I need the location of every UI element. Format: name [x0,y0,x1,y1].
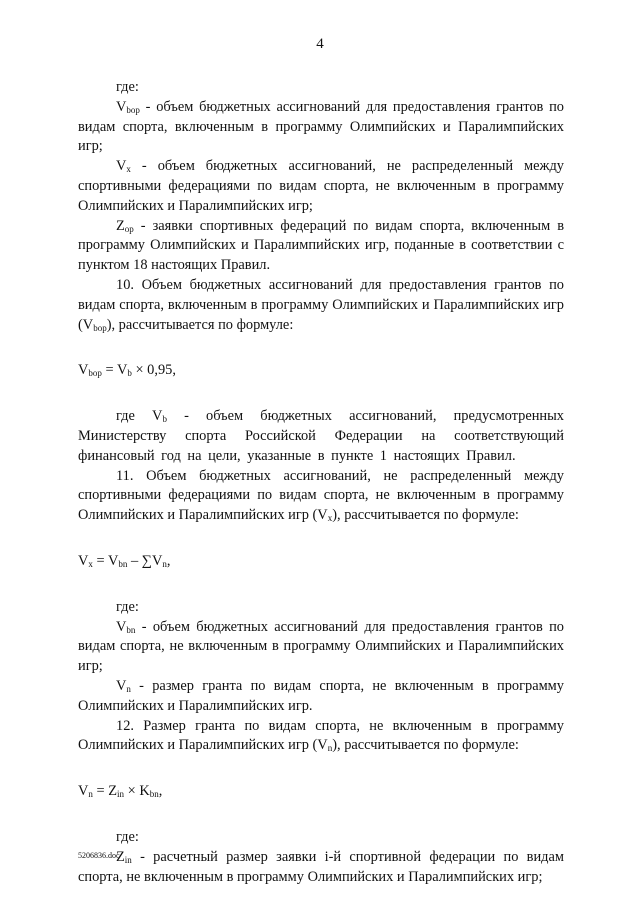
definition-z-op: $Z_{op}$ - заявки спортивных федераций по видам спорта, включенным в программу Олимпийских и Паралимпийских игр, поданные в соответствии с пунктом 18 настоящих Правил. [78,217,564,274]
paragraph-11: 11. Объем бюджетных ассигнований, не распределенный между спортивными федерациями по видам спорта, не включенным в программу Олимпийских и Паралимпийских игр $(V_x)$, рассчитывается по формуле: [78,467,564,524]
paragraph-10: 10. Объем бюджетных ассигнований для предоставления грантов по видам спорта, включенным в программу Олимпийских и Паралимпийских игр $(V_{bop})$, рассчитывается по формуле: [78,276,564,333]
where-label-3: где: [116,828,139,845]
document-filename: 5206836.doc [78,851,120,860]
paragraph-10-where: где $V_b$ - объем бюджетных ассигнований, предусмотренных Министерству спорта Российской Федерации на соответствующий финансовый год на цели, указанные в пункте 1 настоящих Правил. [78,408,564,464]
where-label-2: где: [116,598,139,615]
paragraph-12: 12. Размер гранта по видам спорта, не включенным в программу Олимпийских и Паралимпийских игр $(V_n)$, рассчитывается по формуле: [78,717,564,754]
formula-v-n: $V_n = Z_{in} \times K_{bn}$, [78,783,163,800]
formula-v-x: $V_x = V_{bn} - \sum V_n$, [78,552,171,569]
definition-z-in: $Z_{in}$ - расчетный размер заявки i-й спортивной федерации по видам спорта, не включенным в программу Олимпийских и Паралимпийских игр; [78,848,564,885]
definition-v-bn: $V_{bn}$ - объем бюджетных ассигнований для предоставления грантов по видам спорта, не включенным в программу Олимпийских и Паралимпийских игр; [78,618,564,675]
document-body [78,78,564,887]
formula-v-bop: $V_{bop} = V_b \times 0,95$, [78,362,176,379]
where-label: где: [116,79,139,95]
definition-v-bop: $V_{bop}$ - объем бюджетных ассигнований для предоставления грантов по видам спорта, включенным в программу Олимпийских и Паралимпийских игр; [78,98,564,155]
definition-v-x: $V_x$ - объем бюджетных ассигнований, не распределенный между спортивными федерациями по видам спорта, не включенным в программу Олимпийских и Паралимпийских игр; [78,158,564,214]
page-number: 4 [316,36,324,52]
definition-v-n: $V_n$ - размер гранта по видам спорта, не включенным в программу Олимпийских и Паралимпийских игр. [78,677,564,714]
